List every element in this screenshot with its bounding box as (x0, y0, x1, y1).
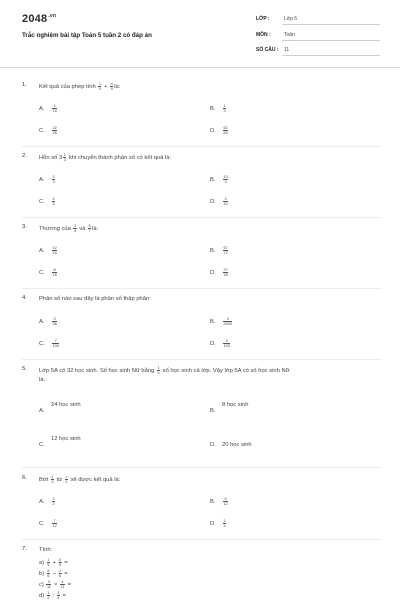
question-text-part: khi chuyển thành phân số có kết quả là: (67, 155, 172, 162)
calc-item-b (39, 569, 68, 578)
option-label: A. (39, 248, 45, 255)
option-a[interactable] (39, 246, 58, 255)
fraction (98, 82, 101, 91)
denominator: 100 (223, 344, 230, 348)
option-label: D. (210, 270, 216, 277)
denominator: 16 (52, 109, 57, 113)
calc-suffix: = (62, 571, 68, 578)
question-text-part: Hỗn số (39, 155, 59, 162)
option-b[interactable] (210, 402, 249, 414)
option-label: A. (39, 177, 45, 184)
numerator: 8 (53, 268, 56, 272)
fraction (223, 126, 228, 135)
question-4 (22, 295, 382, 365)
fraction (52, 126, 57, 135)
logo-text: 2048 (22, 13, 48, 25)
option-label: B. (210, 106, 216, 113)
option-d[interactable] (210, 268, 229, 277)
option-text: 24 học sinh (51, 402, 81, 408)
numerator: 4 (61, 580, 64, 584)
numerator: 1 (223, 519, 226, 523)
question-text (39, 82, 381, 92)
denominator: 15 (52, 251, 57, 255)
fraction (88, 224, 91, 233)
numerator: 1 (223, 104, 226, 108)
option-c[interactable] (39, 436, 81, 448)
option-d[interactable] (210, 197, 229, 206)
denominator: 2000 (223, 322, 232, 326)
question-7 (22, 546, 382, 600)
question-1 (22, 82, 382, 152)
question-divider (22, 146, 382, 147)
meta-underline (282, 40, 380, 41)
question-divider (22, 359, 382, 360)
question-text-part: từ (55, 477, 64, 484)
denominator: 3 (223, 109, 226, 113)
numerator: 10 (223, 175, 228, 179)
calc-suffix: = (60, 593, 66, 600)
option-c[interactable] (39, 339, 60, 348)
fraction (47, 569, 50, 578)
numerator: 1 (47, 558, 50, 562)
fraction (223, 197, 228, 206)
numerator: 3 (52, 497, 55, 501)
fraction (52, 317, 57, 326)
numerator: 7 (53, 519, 56, 523)
calc-suffix: = (62, 560, 68, 567)
document-title: Trắc nghiệm bài tập Toán 5 tuần 2 có đáp án (22, 32, 152, 39)
meta-underline (282, 24, 380, 25)
fraction (223, 519, 226, 528)
numerator: 5 (224, 497, 227, 501)
numerator: 4 (52, 197, 55, 201)
numerator: 1 (51, 475, 54, 479)
fraction (157, 366, 160, 375)
question-text (39, 224, 381, 234)
option-text: 8 học sinh (222, 402, 249, 408)
denominator: 2 (52, 502, 55, 506)
question-number: 1. (22, 82, 27, 88)
question-text-part: và (77, 226, 87, 233)
option-label: B. (210, 319, 216, 326)
numerator: 5 (47, 569, 50, 573)
question-divider (22, 539, 382, 540)
denominator: 6 (59, 574, 62, 578)
calc-prefix: d) (39, 593, 46, 600)
option-label: D. (210, 521, 216, 528)
option-label: D. (210, 128, 216, 135)
option-c[interactable] (39, 519, 58, 528)
question-text-part: là: (39, 377, 46, 384)
question-text-part: sẽ được kết quả là: (68, 477, 121, 484)
numerator: 1 (98, 82, 101, 86)
option-label: A. (39, 408, 45, 414)
fraction (63, 153, 66, 162)
question-3 (22, 224, 382, 294)
question-5 (22, 366, 382, 471)
question-text-part: số học sinh cả lớp. Vậy lớp 5A có số học sinh Nữ (161, 368, 290, 375)
calc-operator: + (50, 560, 58, 567)
option-label: C. (39, 128, 45, 135)
numerator: 22 (52, 126, 57, 130)
calc-operator: × (52, 582, 60, 589)
option-b[interactable] (210, 246, 229, 255)
calc-item-d (39, 591, 66, 600)
numerator: 3 (223, 317, 232, 322)
denominator: 3 (98, 87, 101, 91)
option-label: A. (39, 499, 45, 506)
fraction (110, 82, 113, 91)
fraction (223, 268, 228, 277)
denominator: 3 (224, 180, 227, 184)
denominator: 36 (52, 322, 57, 326)
option-label: C. (39, 270, 45, 277)
fraction (47, 558, 50, 567)
numerator: 3 (47, 580, 50, 584)
option-label: C. (39, 442, 45, 448)
question-divider (22, 288, 382, 289)
meta-value: Lớp 5 (284, 16, 298, 22)
numerator: 7 (52, 339, 59, 344)
option-text: 20 học sinh (222, 442, 252, 448)
fraction (52, 497, 55, 506)
option-d[interactable] (210, 442, 252, 448)
denominator: 4 (57, 596, 60, 600)
fraction (223, 246, 228, 255)
mixed-whole: 3 (58, 155, 63, 162)
denominator: 26 (52, 131, 57, 135)
option-label: B. (210, 408, 216, 414)
fraction (223, 175, 228, 184)
fraction (46, 580, 51, 589)
numerator: 61 (223, 126, 228, 130)
question-2 (22, 153, 382, 223)
question-divider (22, 467, 382, 468)
option-label: B. (210, 499, 216, 506)
calc-operator: − (50, 571, 58, 578)
fraction (59, 558, 62, 567)
denominator: 3 (51, 480, 54, 484)
calc-prefix: b) (39, 571, 46, 578)
denominator: 2 (65, 480, 68, 484)
option-d[interactable] (210, 126, 229, 135)
denominator: 72 (223, 251, 228, 255)
fraction (223, 497, 228, 506)
question-text (39, 153, 381, 163)
denominator: 5 (59, 563, 62, 567)
calc-prefix: c) (39, 582, 46, 589)
option-b[interactable] (210, 175, 229, 184)
fraction (52, 339, 59, 348)
question-number: 3. (22, 224, 27, 230)
numerator: 3 (53, 317, 56, 321)
fraction (73, 224, 76, 233)
fraction (60, 580, 65, 589)
denominator: 9 (110, 87, 113, 91)
option-label: D. (210, 341, 216, 348)
denominator: 11 (60, 585, 65, 589)
header-divider (0, 67, 400, 68)
option-label: D. (210, 199, 216, 206)
fraction (65, 475, 68, 484)
question-number: 4. (22, 295, 27, 301)
question-text (39, 475, 381, 485)
numerator: 67 (223, 246, 228, 250)
option-a[interactable] (39, 402, 81, 414)
option-label: C. (39, 341, 45, 348)
option-c[interactable] (39, 268, 58, 277)
option-label: D. (210, 442, 216, 448)
option-c[interactable] (39, 126, 58, 135)
numerator: 27 (223, 268, 228, 272)
option-text: 12 học sinh (51, 436, 81, 442)
denominator: 4 (73, 229, 77, 233)
option-label: B. (210, 248, 216, 255)
fraction (52, 268, 57, 277)
option-d[interactable] (210, 339, 231, 348)
option-c[interactable] (39, 197, 56, 206)
question-text-part: là: (114, 84, 121, 91)
numerator: 5 (88, 224, 91, 228)
numerator: 3 (52, 175, 55, 179)
meta-label: SỐ CÂU : (256, 47, 279, 53)
denominator: 5 (47, 563, 50, 567)
numerator: 4 (110, 82, 113, 86)
option-b[interactable] (210, 497, 229, 506)
fraction (57, 591, 60, 600)
numerator: 4 (53, 104, 56, 108)
fraction (223, 317, 232, 326)
fraction (47, 591, 50, 600)
denominator: 100 (52, 344, 59, 348)
numerator: 1 (65, 475, 68, 479)
denominator: 63 (223, 131, 228, 135)
question-text (39, 366, 381, 385)
denominator: 7 (88, 229, 91, 233)
question-number: 7. (22, 546, 27, 552)
meta-value: 11 (284, 47, 290, 53)
option-label: A. (39, 106, 45, 113)
logo[interactable] (22, 13, 56, 25)
calc-operator: : (50, 593, 56, 600)
calc-item-a (39, 558, 68, 567)
question-divider (22, 217, 382, 218)
question-6 (22, 475, 382, 543)
denominator: 12 (223, 502, 228, 506)
fraction (52, 519, 57, 528)
question-text-part: Thương của (39, 226, 73, 233)
fraction (223, 339, 230, 348)
option-label: C. (39, 521, 45, 528)
option-a[interactable] (39, 104, 58, 113)
numerator: 12 (52, 246, 57, 250)
denominator: 15 (52, 273, 57, 277)
option-b[interactable] (210, 104, 227, 113)
option-b[interactable] (210, 317, 233, 326)
header (0, 0, 400, 64)
fraction (52, 175, 55, 184)
numerator: 3 (57, 591, 60, 595)
meta-label: LỚP : (256, 16, 270, 22)
fraction (52, 104, 57, 113)
meta-value: Toán (284, 32, 295, 38)
option-label: A. (39, 319, 45, 326)
numerator: 1 (157, 366, 160, 370)
question-text: Tính: (39, 547, 53, 553)
denominator: 6 (47, 574, 50, 578)
question-number: 2. (22, 153, 27, 159)
denominator: 3 (52, 180, 55, 184)
question-text-part: Lớp 5A có 32 học sinh. Số học sinh Nữ bằng (39, 368, 156, 375)
question-text: Phân số nào sau đây là phân số thập phân: (39, 296, 151, 302)
numerator: 1 (63, 153, 66, 157)
option-label: B. (210, 177, 216, 184)
denominator: 10 (223, 202, 228, 206)
denominator: 3 (63, 158, 66, 162)
numerator: 3 (223, 339, 230, 344)
option-label: C. (39, 199, 45, 206)
option-a[interactable] (39, 497, 56, 506)
denominator: 3 (52, 202, 55, 206)
option-a[interactable] (39, 175, 56, 184)
fraction (59, 569, 62, 578)
question-text-part: Kết quả của phép tính (39, 84, 98, 91)
option-d[interactable] (210, 519, 227, 528)
numerator: 4 (59, 558, 62, 562)
meta-label: MÔN : (256, 32, 271, 38)
meta-underline (282, 55, 380, 56)
fraction (51, 475, 54, 484)
numerator: 3 (73, 224, 77, 228)
numerator: 3 (224, 197, 227, 201)
denominator: 35 (223, 273, 228, 277)
numerator: 1 (47, 591, 50, 595)
question-number: 5. (22, 366, 27, 372)
question-number: 6. (22, 475, 27, 481)
question-text-part: + (102, 84, 110, 91)
question-text-part: Bớt (39, 477, 50, 484)
denominator: 11 (46, 585, 51, 589)
calc-suffix: = (65, 582, 71, 589)
calc-prefix: a) (39, 560, 46, 567)
question-text-part: là: (92, 226, 99, 233)
numerator: 1 (59, 569, 62, 573)
denominator: 4 (223, 524, 226, 528)
option-a[interactable] (39, 317, 58, 326)
logo-suffix: .vn (48, 13, 57, 19)
fraction (52, 197, 55, 206)
calc-item-c (39, 580, 71, 589)
fraction (52, 246, 57, 255)
denominator: 2 (47, 596, 50, 600)
denominator: 4 (157, 371, 160, 375)
fraction (223, 104, 226, 113)
denominator: 12 (52, 524, 57, 528)
